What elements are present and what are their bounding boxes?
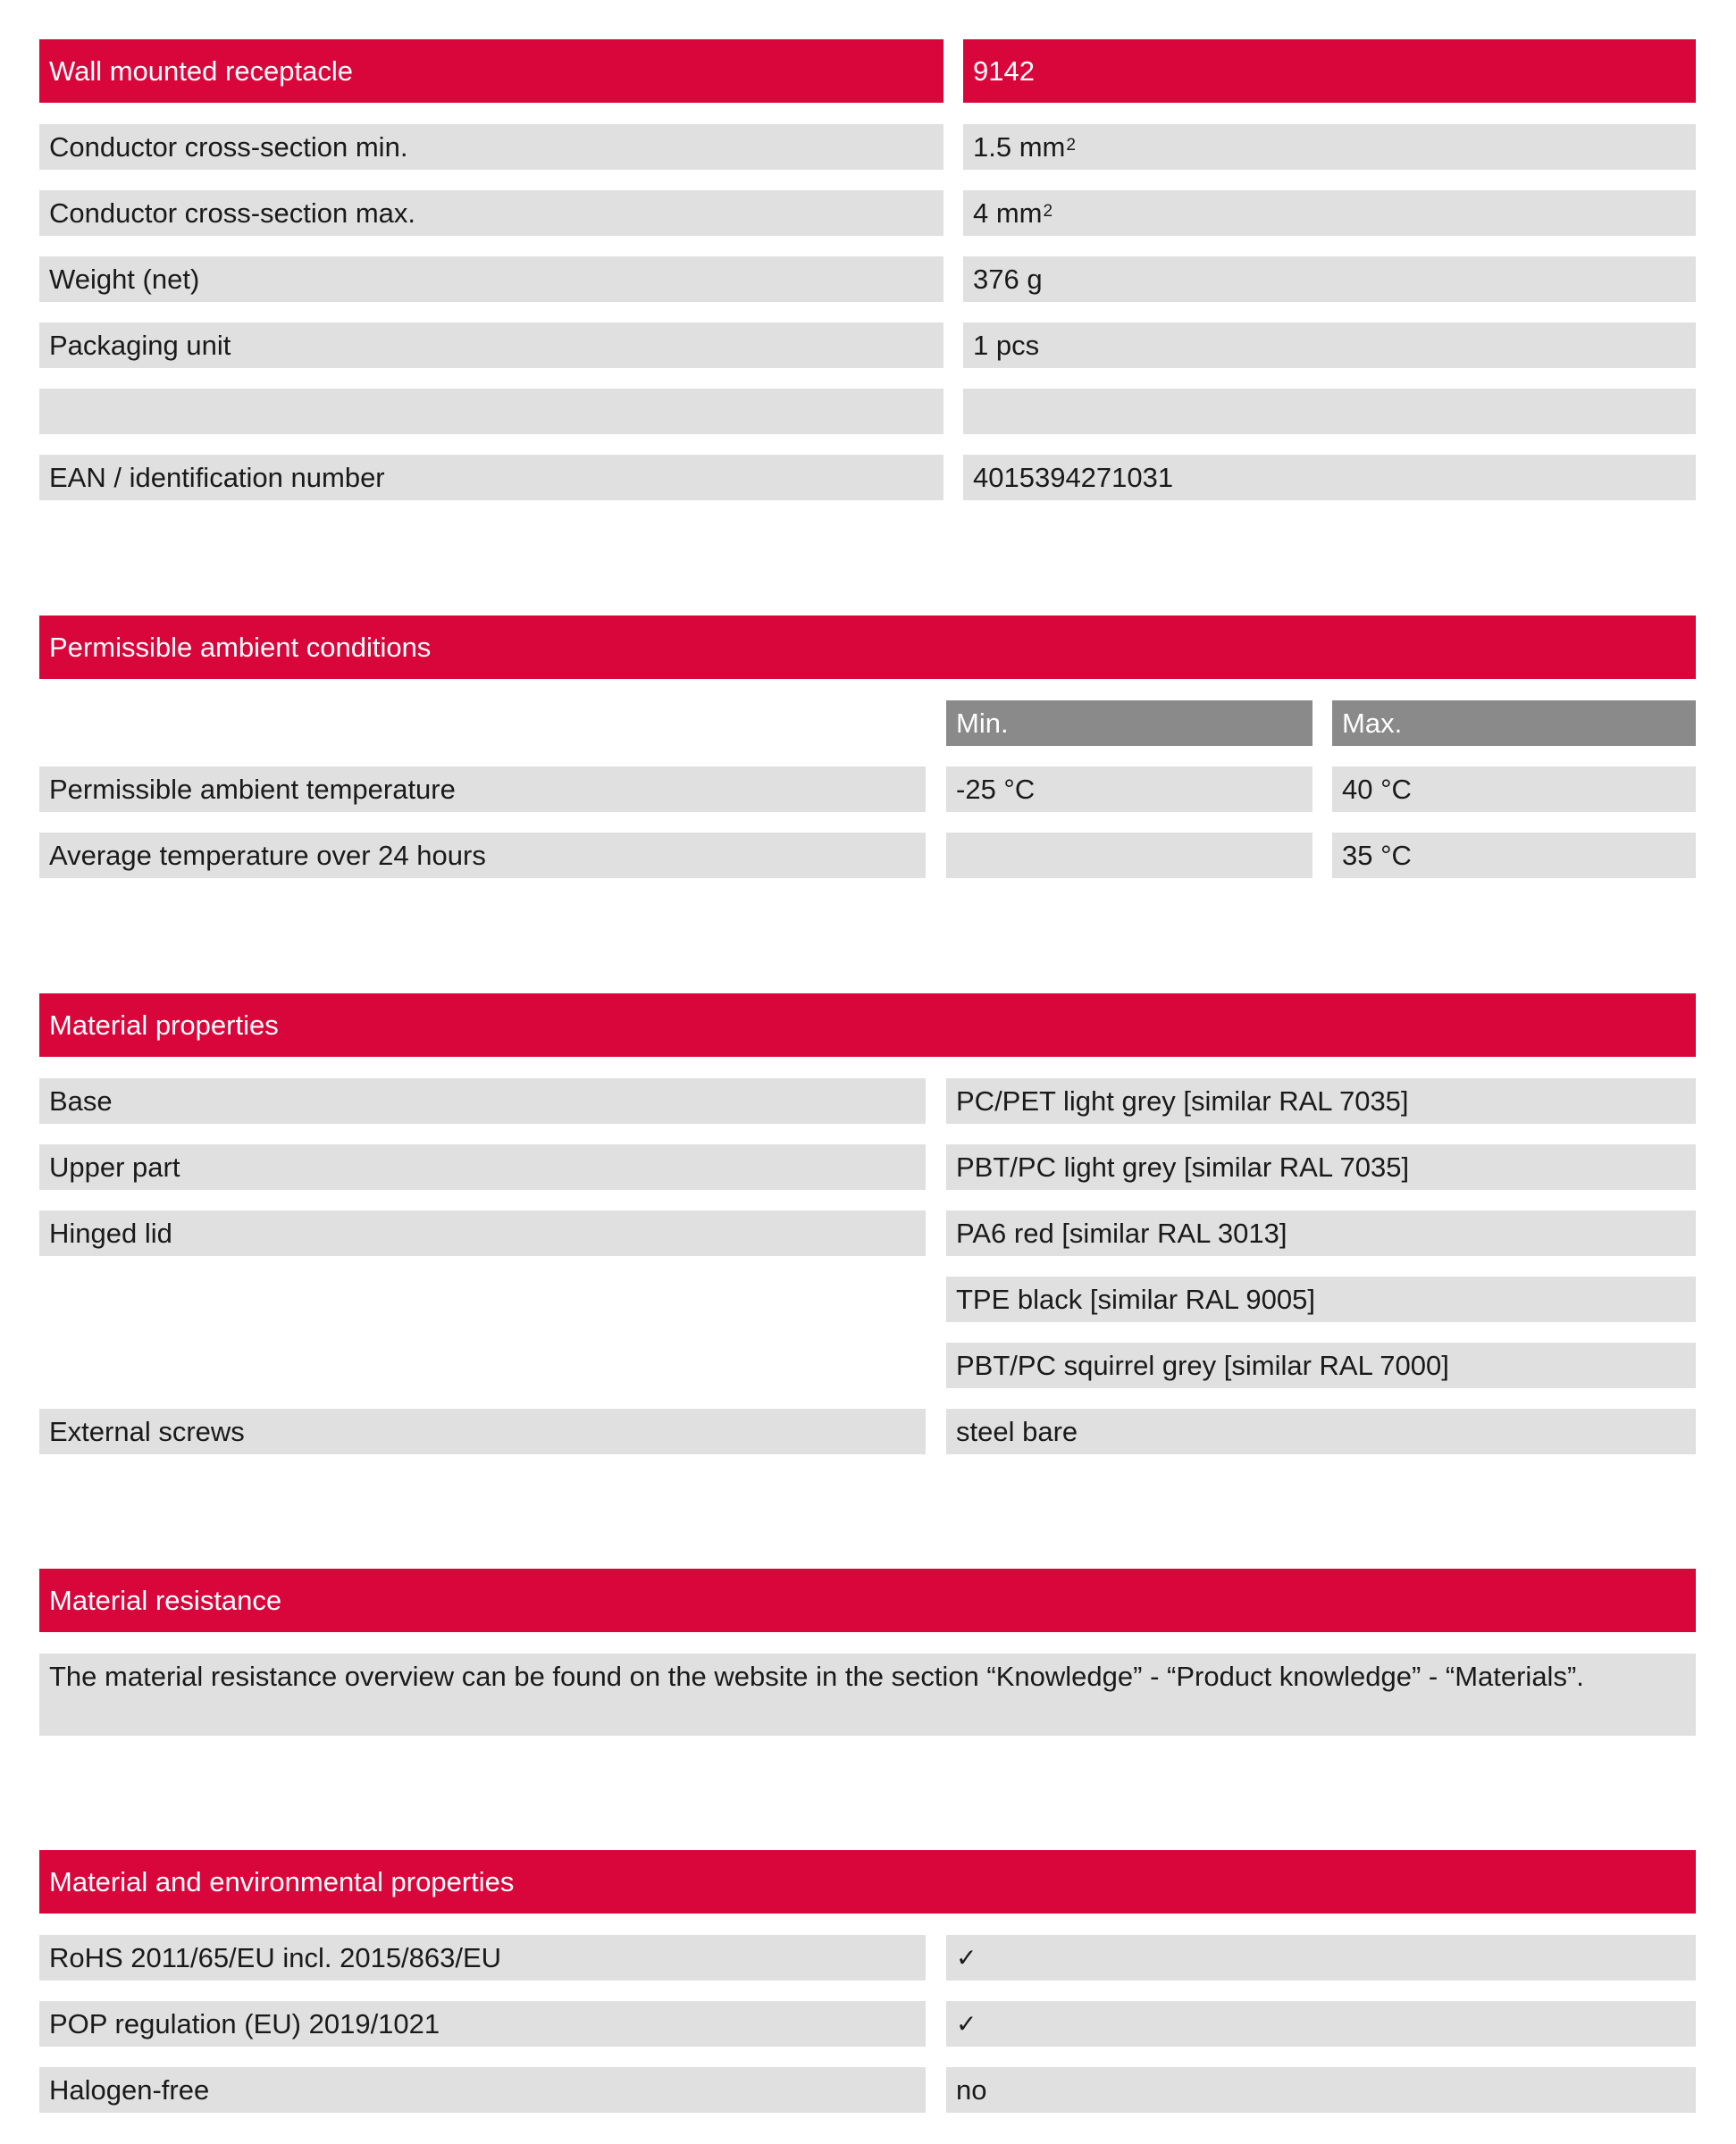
material-base-value: PC/PET light grey [similar RAL 7035]: [946, 1078, 1696, 1124]
avg-temp-min: [946, 833, 1312, 878]
pop-check-icon: ✓: [946, 2001, 1696, 2047]
ambient-col-min: Min.: [946, 700, 1312, 746]
resistance-text: The material resistance overview can be found on the website in the section “Knowledge” - “Product knowledge” - “Materials”.: [39, 1654, 1696, 1736]
material-seal-value: TPE black [similar RAL 9005]: [946, 1277, 1696, 1322]
ambient-col-max: Max.: [1332, 700, 1696, 746]
material-base-label: Base: [39, 1078, 926, 1124]
ambient-temp-max: 40 °C: [1332, 766, 1696, 812]
avg-temp-label: Average temperature over 24 hours: [39, 833, 926, 878]
ambient-header-spacer: [39, 700, 926, 746]
cross-section-min-label: Conductor cross-section min.: [39, 124, 943, 170]
ean-label: EAN / identification number: [39, 455, 943, 500]
ambient-temp-min: -25 °C: [946, 766, 1312, 812]
material-screws-value: steel bare: [946, 1409, 1696, 1454]
empty-row-value: [963, 389, 1696, 434]
weight-label: Weight (net): [39, 256, 943, 302]
cross-section-max-value: 4 mm $^2$: [963, 190, 1696, 236]
material-screws-label: External screws: [39, 1409, 926, 1454]
material-lid-label: Hinged lid: [39, 1210, 926, 1256]
avg-temp-max: 35 °C: [1332, 833, 1696, 878]
pop-label: POP regulation (EU) 2019/1021: [39, 2001, 926, 2047]
halogen-free-label: Halogen-free: [39, 2067, 926, 2113]
cross-section-max-label: Conductor cross-section max.: [39, 190, 943, 236]
resistance-section-title: Material resistance: [39, 1569, 1696, 1632]
product-number: 9142: [963, 39, 1696, 103]
weight-value: 376 g: [963, 256, 1696, 302]
material-seal-label: [39, 1277, 926, 1322]
packaging-unit-value: 1 pcs: [963, 322, 1696, 368]
material-lid-value: PA6 red [similar RAL 3013]: [946, 1210, 1696, 1256]
material-section-title: Material properties: [39, 993, 1696, 1057]
rohs-check-icon: ✓: [946, 1935, 1696, 1981]
material-insert-label: [39, 1343, 926, 1388]
cross-section-min-value: 1.5 mm $^2$: [963, 124, 1696, 170]
environment-section-title: Material and environmental properties: [39, 1850, 1696, 1914]
halogen-free-value: no: [946, 2067, 1696, 2113]
material-upper-value: PBT/PC light grey [similar RAL 7035]: [946, 1144, 1696, 1190]
ambient-section-title: Permissible ambient conditions: [39, 616, 1696, 679]
ambient-temp-label: Permissible ambient temperature: [39, 766, 926, 812]
material-insert-value: PBT/PC squirrel grey [similar RAL 7000]: [946, 1343, 1696, 1388]
product-type-label: Wall mounted receptacle: [39, 39, 943, 103]
packaging-unit-label: Packaging unit: [39, 322, 943, 368]
empty-row-label: [39, 389, 943, 434]
material-upper-label: Upper part: [39, 1144, 926, 1190]
ean-value: 4015394271031: [963, 455, 1696, 500]
rohs-label: RoHS 2011/65/EU incl. 2015/863/EU: [39, 1935, 926, 1981]
